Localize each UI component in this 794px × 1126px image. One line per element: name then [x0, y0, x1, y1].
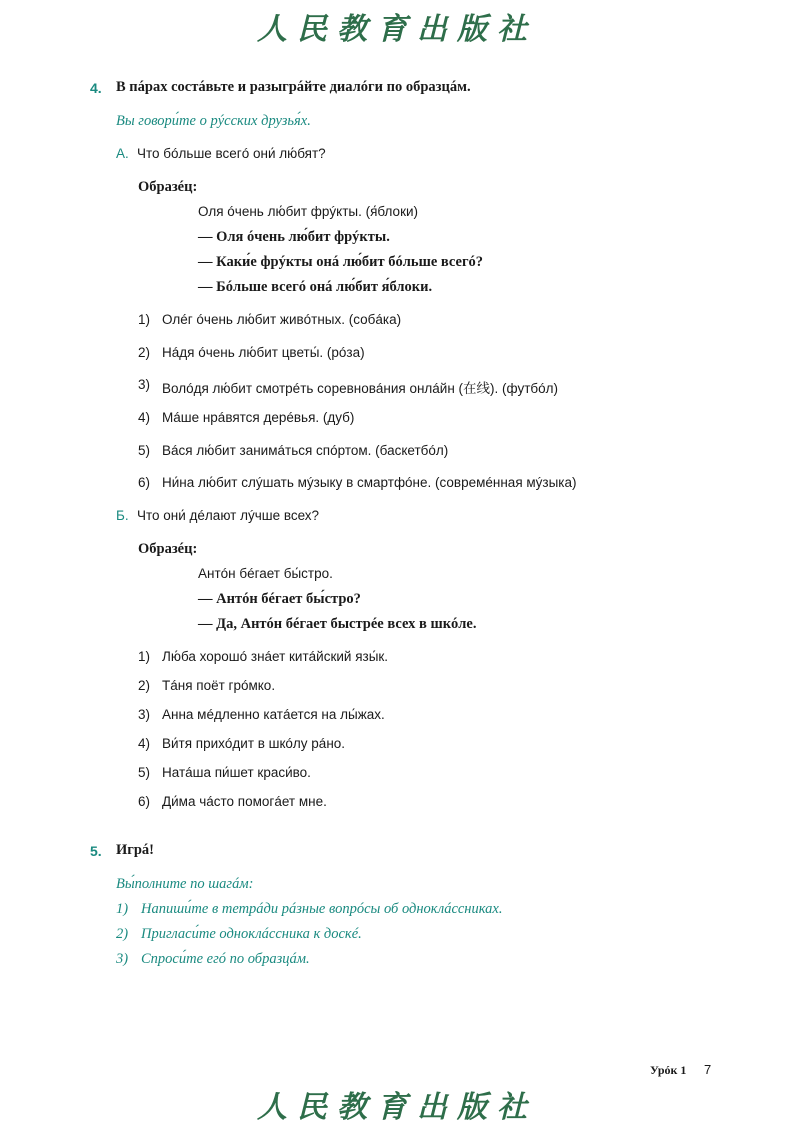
part-b-item: Лю́ба хорошó знáет китáйский язы́к. [162, 649, 389, 664]
part-b-item-number: 5) [138, 765, 151, 780]
part-b-item: Ди́ма чáсто помогáет мне. [162, 794, 327, 809]
footer-lesson: Урóк 1 [650, 1063, 687, 1077]
part-a-item-number: 3) [138, 377, 151, 392]
part-a-sample-line: Оля óчень лю́бит фрýкты. (я́блоки) [198, 204, 419, 219]
exercise-5-step-number: 3) [116, 951, 129, 967]
part-b-sample-line: Антóн бéгает бы́стро. [198, 566, 333, 581]
part-a-item: Мáше нрáвятся дерéвья. (дуб) [162, 410, 355, 425]
exercise-5-step: Напиши́те в тетрáди рáзные вопрóсы об одноклáссниках. [141, 901, 503, 917]
part-b-item: Ви́тя прихóдит в шкóлу рáно. [162, 736, 346, 751]
part-b-item: Натáша пи́шет краси́во. [162, 765, 311, 780]
part-a-sample-label: Образéц: [138, 179, 198, 195]
part-b-label: Б. [116, 508, 129, 523]
part-b-item: Анна мéдленно катáется на лы́жах. [162, 707, 385, 722]
part-a-sample-line: — Бóльше всегó онá лю́бит я́блоки. [198, 279, 433, 295]
publisher-logo-bottom: 人民教育出版社 [257, 1090, 537, 1125]
part-b-item-number: 1) [138, 649, 151, 664]
part-a-sample-line: — Каки́е фрýкты онá лю́бит бóльше всегó? [198, 254, 484, 270]
part-a-sample-line: — Оля óчень лю́бит фрýкты. [198, 229, 390, 245]
exercise-5-subtitle: Вы́полните по шагáм: [116, 876, 254, 892]
part-a-item-number: 2) [138, 345, 151, 360]
part-a-item: Волóдя лю́бит смотрéть соревновáния онлáйн (在线). (футбóл) [162, 381, 559, 396]
exercise-4-number: 4. [90, 80, 102, 96]
part-b-question: Что они́ дéлают лýчше всех? [137, 508, 320, 523]
part-b-sample-line: — Антóн бéгает бы́стро? [198, 591, 361, 607]
exercise-4-subtitle: Вы говори́те о рýсских друзья́х. [116, 113, 311, 129]
part-b-item-number: 4) [138, 736, 151, 751]
part-a-item-number: 1) [138, 312, 151, 327]
part-a-item: Нáдя óчень лю́бит цветы́. (рóза) [162, 345, 365, 360]
part-b-sample-line: — Да, Антóн бéгает быстрéе всех в шкóле. [198, 616, 477, 632]
part-a-label: А. [116, 146, 129, 161]
part-a-item: Вáся лю́бит занимáться спóртом. (баскетбóл) [162, 443, 449, 458]
exercise-4-title: В пáрах состáвьте и разыгрáйте диалóги по образцáм. [116, 79, 471, 95]
page-number: 7 [704, 1062, 712, 1077]
publisher-logo-top: 人民教育出版社 [257, 12, 537, 47]
part-a-question: Что бóльше всегó они́ лю́бят? [137, 146, 326, 161]
exercise-5-step: Спроси́те егó по образцáм. [141, 951, 310, 967]
part-a-item-number: 4) [138, 410, 151, 425]
part-a-item: Ни́на лю́бит слýшать мýзыку в смартфóне. (совремéнная мýзыка) [162, 475, 577, 490]
exercise-5-number: 5. [90, 843, 102, 859]
exercise-5-step-number: 2) [116, 926, 129, 942]
exercise-5-step: Пригласи́те одноклáссника к доскé. [141, 926, 362, 942]
part-b-item-number: 3) [138, 707, 151, 722]
part-b-sample-label: Образéц: [138, 541, 198, 557]
part-b-item-number: 6) [138, 794, 151, 809]
part-a-item-number: 6) [138, 475, 151, 490]
exercise-5-title: Игрá! [116, 842, 155, 858]
part-a-item-number: 5) [138, 443, 151, 458]
part-a-item: Олéг óчень лю́бит живóтных. (собáка) [162, 312, 402, 327]
part-b-item-number: 2) [138, 678, 151, 693]
part-b-item: Тáня поёт грóмко. [162, 678, 276, 693]
exercise-5-step-number: 1) [116, 901, 129, 917]
